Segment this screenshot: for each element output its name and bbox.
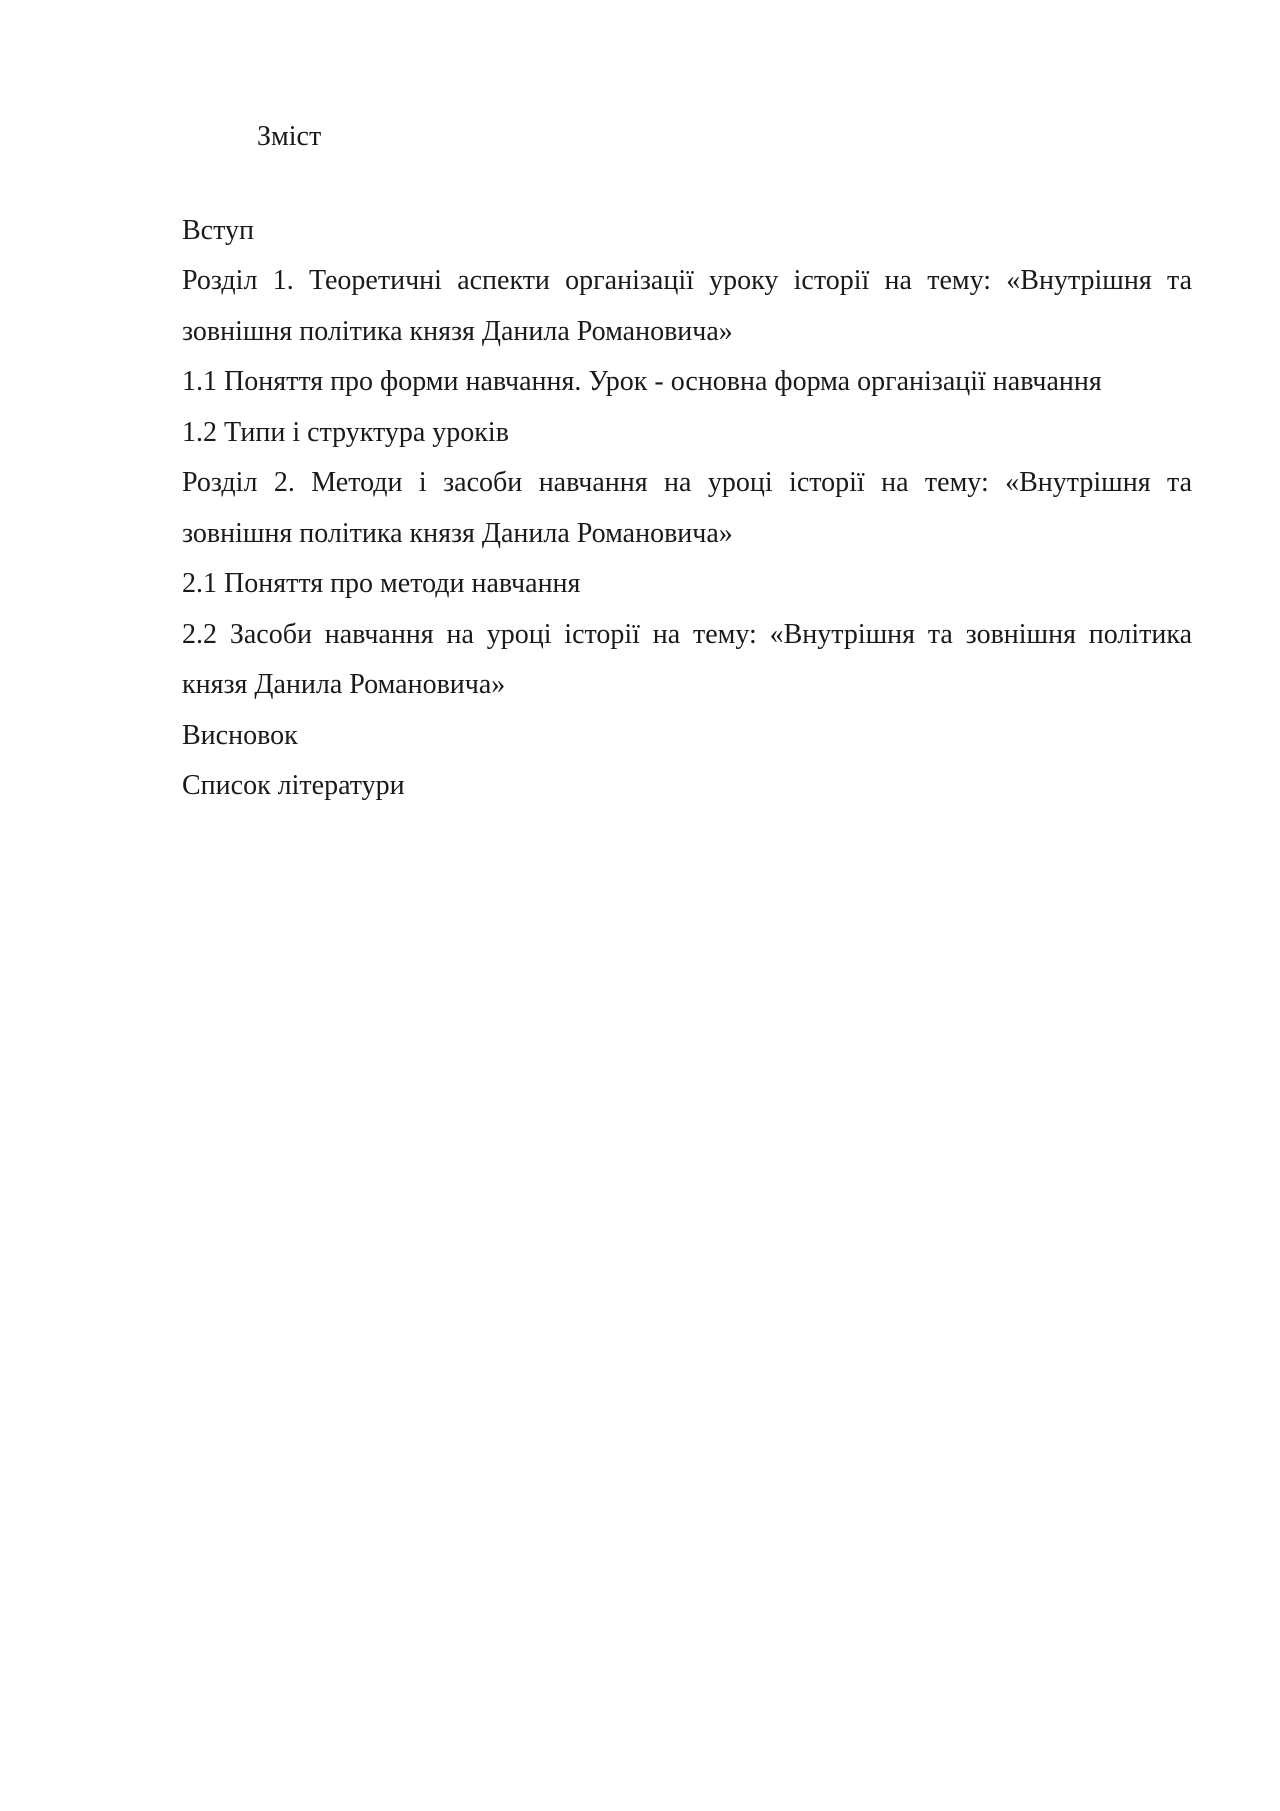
toc-entry-chapter-1: Розділ 1. Теоретичні аспекти організації уроку історії на тему: «Внутрішня та зовнішня політика князя Данила Романовича» — [182, 265, 1192, 347]
toc-entry-introduction: Вступ — [182, 214, 254, 246]
toc-entry-bibliography: Список літератури — [182, 770, 405, 801]
toc-list — [182, 206, 1192, 812]
table-of-contents — [182, 112, 1192, 812]
toc-entry-section-2-2: 2.2 Засоби навчання на уроці історії на тему: «Внутрішня та зовнішня політика князя Данила Романовича» — [182, 618, 1192, 700]
toc-entry-section-2-1: 2.1 Поняття про методи навчання — [182, 568, 581, 599]
toc-entry-chapter-2: Розділ 2. Методи і засоби навчання на уроці історії на тему: «Внутрішня та зовнішня політика князя Данила Романовича» — [182, 467, 1192, 549]
toc-entry-section-1-1: 1.1 Поняття про форми навчання. Урок - основна форма організації навчання — [182, 366, 1102, 397]
toc-entry-conclusion: Висновок — [182, 719, 298, 751]
toc-entry-section-1-2: 1.2 Типи і структура уроків — [182, 416, 509, 448]
toc-title: Зміст — [257, 121, 322, 152]
